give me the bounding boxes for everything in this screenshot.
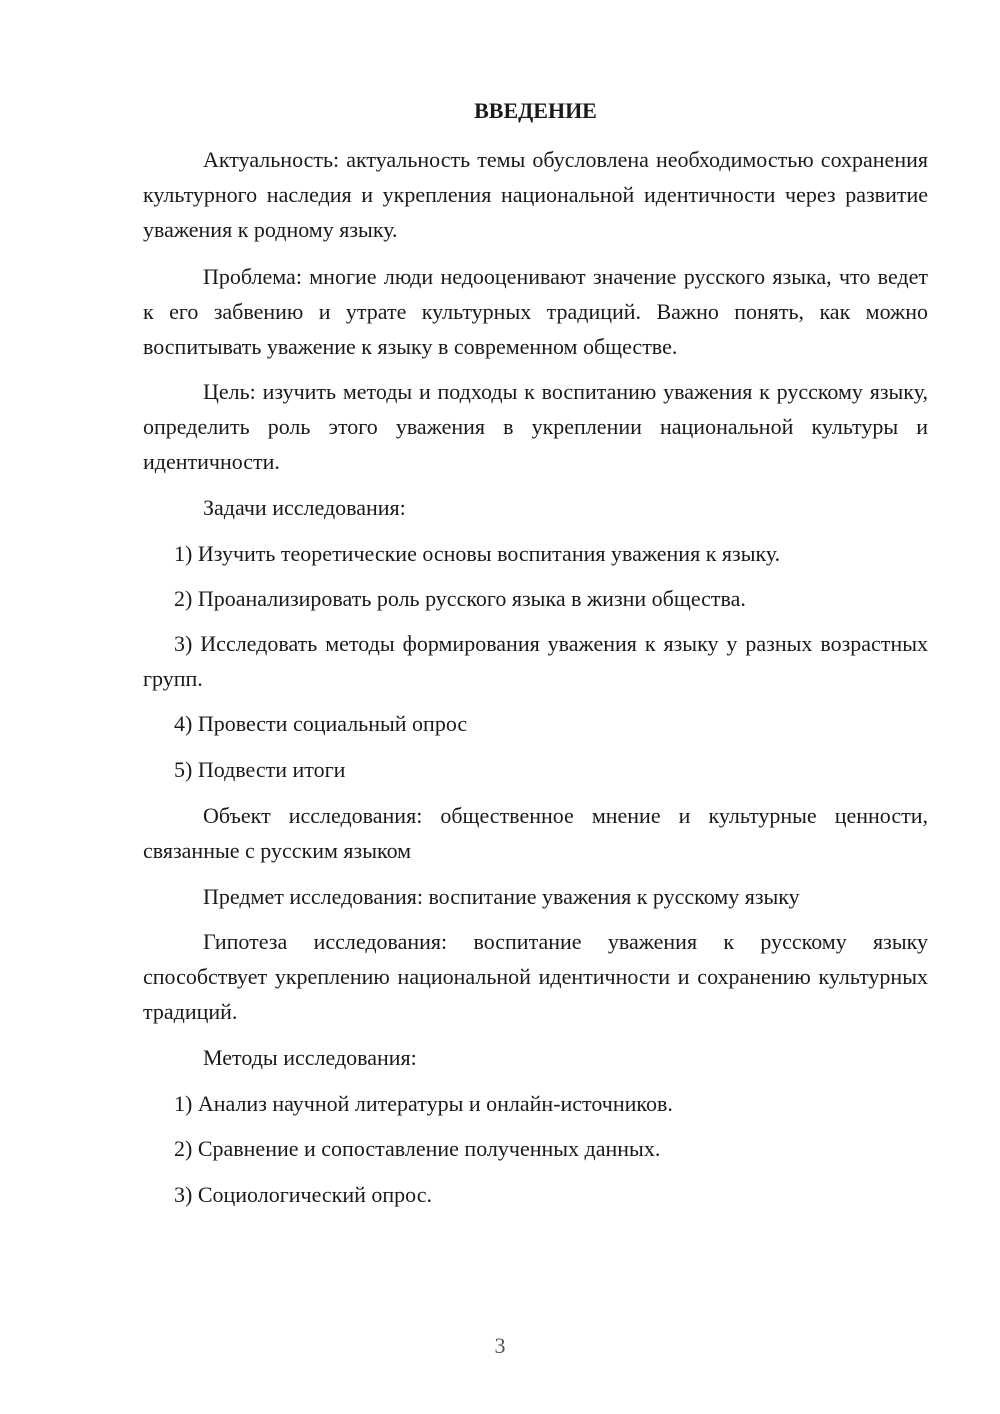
methods-heading: Методы исследования: [203,1045,417,1070]
method-item: 2) Сравнение и сопоставление полученных данных. [174,1136,661,1161]
paragraph-problem: Проблема: многие люди недооценивают значение русского языка, что ведет к его забвению и утрате культурных традиций. Важно понять, как можно воспитывать уважение к языку в современном обществе. [143,264,928,359]
method-item: 3) Социологический опрос. [174,1182,432,1207]
paragraph-object: Объект исследования: общественное мнение и культурные ценности, связанные с русским языком [143,803,928,863]
page-number: 3 [494,1333,506,1358]
tasks-heading: Задачи исследования: [203,495,406,520]
method-item: 1) Анализ научной литературы и онлайн-источников. [174,1091,673,1116]
page-title: ВВЕДЕНИЕ [474,98,597,123]
task-item: 5) Подвести итоги [174,757,346,782]
paragraph-subject: Предмет исследования: воспитание уважения к русскому языку [203,884,800,909]
task-item: 3) Исследовать методы формирования уважения к языку у разных возрастных групп. [143,631,928,691]
paragraph-relevance: Актуальность: актуальность темы обусловлена необходимостью сохранения культурного наследия и укрепления национальной идентичности через развитие уважения к родному языку. [143,147,928,242]
task-item: 4) Провести социальный опрос [174,711,468,736]
task-item: 2) Проанализировать роль русского языка в жизни общества. [174,586,746,611]
task-item: 1) Изучить теоретические основы воспитания уважения к языку. [174,541,781,566]
paragraph-goal: Цель: изучить методы и подходы к воспитанию уважения к русскому языку, определить роль этого уважения в укреплении национальной культуры и идентичности. [143,379,928,474]
paragraph-hypothesis: Гипотеза исследования: воспитание уважения к русскому языку способствует укреплению национальной идентичности и сохранению культурных традиций. [143,929,928,1024]
